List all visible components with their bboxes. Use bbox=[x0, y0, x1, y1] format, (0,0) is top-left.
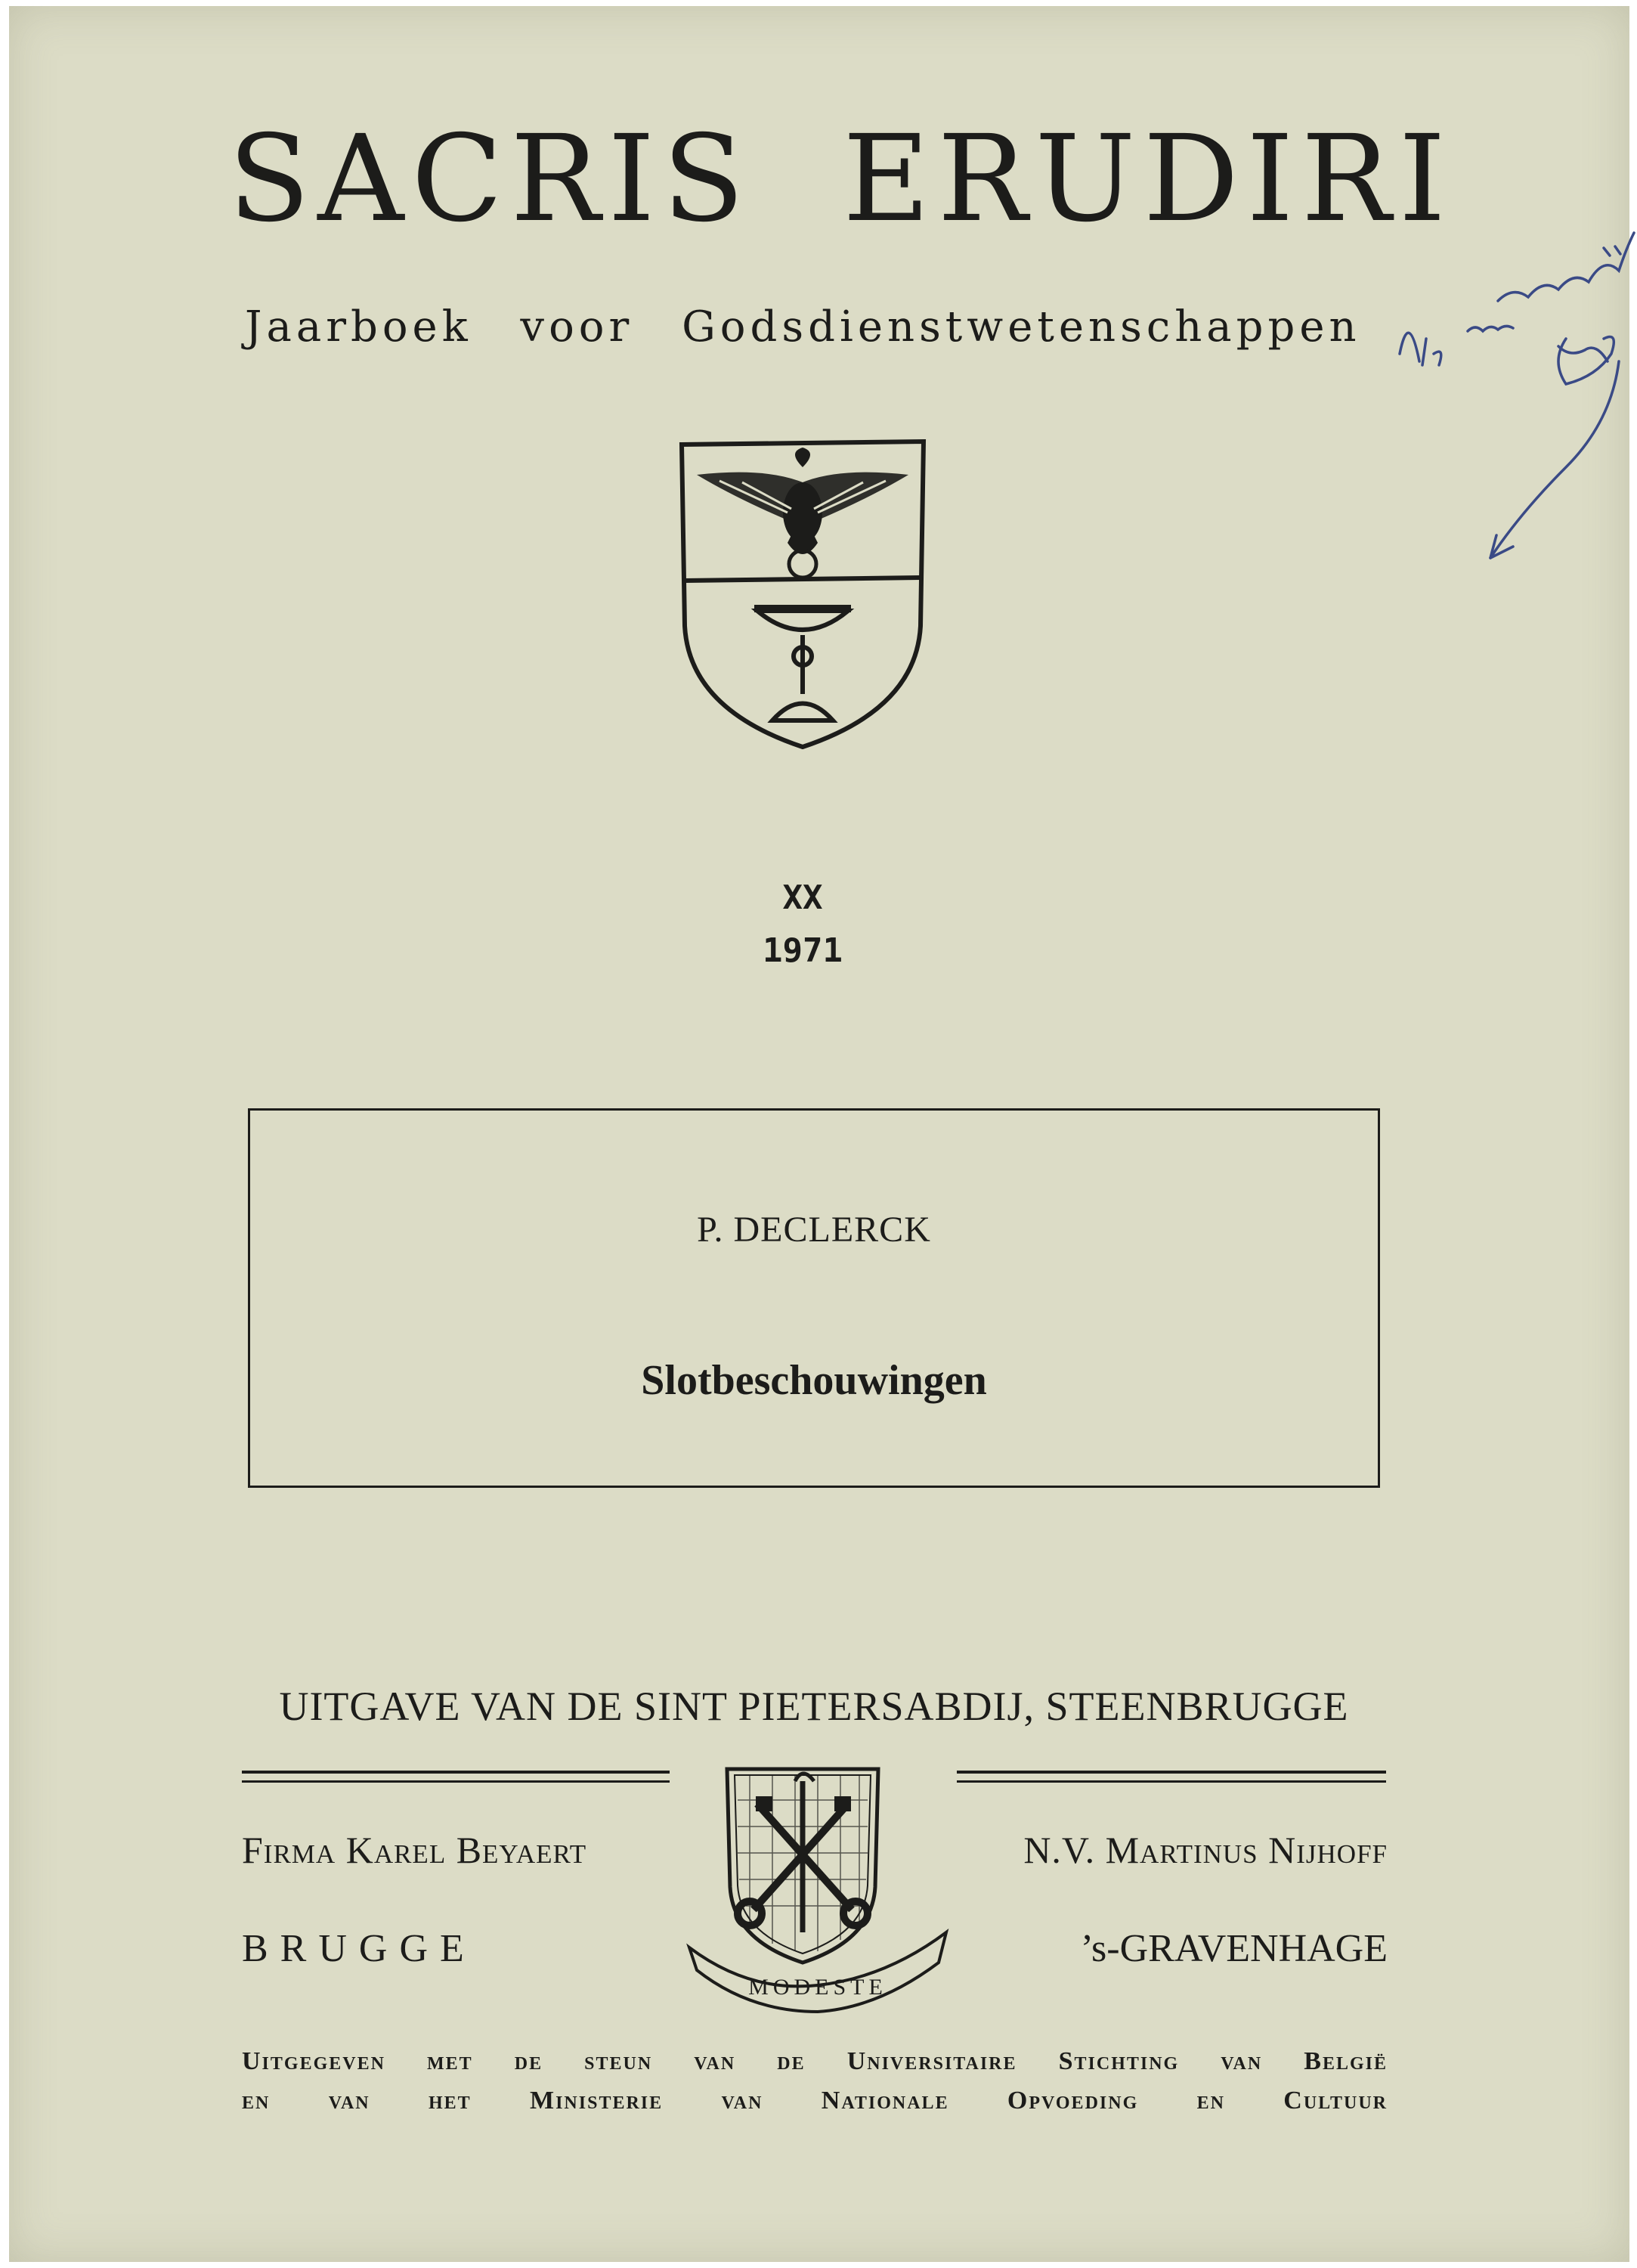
footer-line-2: en van het Ministerie van Nationale Opvoeding en Cultuur bbox=[242, 2087, 1388, 2115]
firm-left: Firma Karel Beyaert bbox=[242, 1829, 587, 1871]
cover-page bbox=[9, 6, 1629, 2262]
footer-line-1: Uitgegeven met de steun van de Universitaire Stichting van België bbox=[242, 2047, 1388, 2075]
article-box bbox=[248, 1108, 1380, 1488]
article-title: Slotbeschouwingen bbox=[641, 1357, 987, 1404]
city-right: ’s-GRAVENHAGE bbox=[1080, 1927, 1388, 1970]
abbey-crest-icon bbox=[674, 1758, 961, 2015]
journal-subtitle: Jaarboek voor Godsdienstwetenschappen bbox=[245, 302, 1361, 352]
city-left: BRUGGE bbox=[242, 1927, 476, 1970]
firm-right: N.V. Martinus Nijhoff bbox=[1023, 1829, 1388, 1871]
publisher-line: UITGAVE VAN DE SINT PIETERSABDIJ, STEENBRUGGE bbox=[279, 1684, 1349, 1729]
volume-year: 1971 bbox=[763, 931, 843, 970]
volume-info bbox=[689, 872, 916, 978]
motto-text: MODESTE bbox=[748, 1975, 887, 2000]
dove-chalice-shield-icon bbox=[674, 437, 931, 754]
article-author: P. DECLERCK bbox=[697, 1210, 931, 1250]
double-rule-right bbox=[957, 1771, 1386, 1783]
double-rule-left bbox=[242, 1771, 670, 1783]
volume-number: XX bbox=[782, 878, 823, 917]
journal-title: SACRIS ERUDIRI bbox=[228, 110, 1453, 249]
handwritten-signature bbox=[1158, 203, 1637, 596]
